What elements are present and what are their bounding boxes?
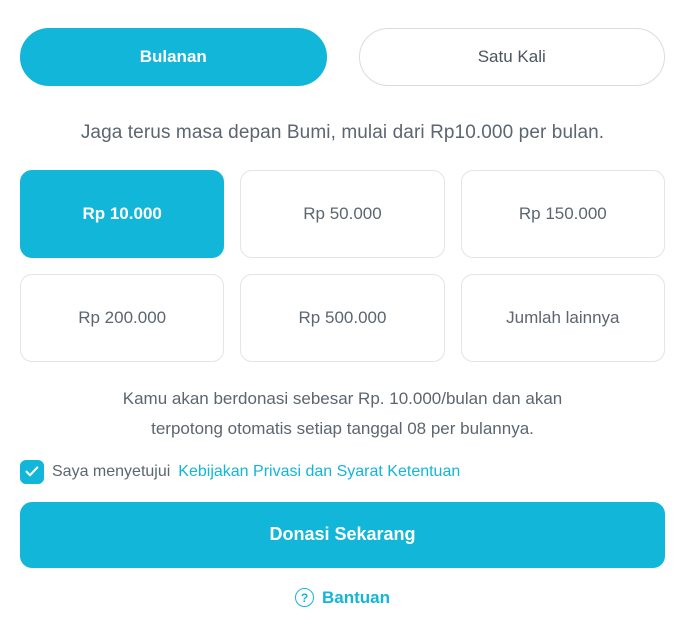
consent-checkbox[interactable]	[20, 460, 44, 484]
donation-note-line-1: Kamu akan berdonasi sebesar Rp. 10.000/bulan dan akan	[122, 389, 563, 408]
donation-note-line-2: terpotong otomatis setiap tanggal 08 per bulannya.	[151, 418, 534, 438]
amount-option-150000[interactable]	[461, 170, 665, 258]
tab-satu-kali-label: Satu Kali	[477, 47, 546, 66]
amount-option-label: Rp 150.000	[518, 204, 607, 223]
amount-option-label: Rp 50.000	[303, 204, 382, 223]
amount-option-label: Rp 500.000	[298, 308, 387, 327]
headline: Jaga terus masa depan Bumi, mulai dari Rp10.000 per bulan.	[80, 122, 605, 143]
check-icon	[25, 466, 39, 477]
amount-option-500000[interactable]	[240, 274, 444, 362]
amount-option-custom[interactable]	[461, 274, 665, 362]
amount-option-label: Jumlah lainnya	[506, 308, 620, 327]
privacy-terms-link[interactable]: Kebijakan Privasi dan Syarat Ketentuan	[178, 462, 461, 480]
help-label: Bantuan	[322, 587, 390, 607]
amount-option-label: Rp 10.000	[82, 204, 162, 223]
consent-row	[20, 460, 665, 484]
amount-option-label: Rp 200.000	[78, 308, 167, 327]
frequency-tabs	[20, 0, 665, 86]
amount-option-50000[interactable]	[240, 170, 444, 258]
question-mark-circle-icon: ?	[295, 588, 314, 607]
amount-option-10000[interactable]	[20, 170, 224, 258]
amount-option-200000[interactable]	[20, 274, 224, 362]
tab-bulanan[interactable]	[20, 28, 327, 86]
donate-now-button[interactable]: Donasi Sekarang	[20, 502, 665, 568]
consent-text: Saya menyetujui	[52, 462, 171, 480]
amount-options	[20, 170, 665, 362]
tab-bulanan-label: Bulanan	[139, 47, 207, 66]
donation-note	[20, 384, 665, 444]
help-link[interactable]	[20, 588, 665, 608]
tab-satu-kali[interactable]	[359, 28, 666, 86]
